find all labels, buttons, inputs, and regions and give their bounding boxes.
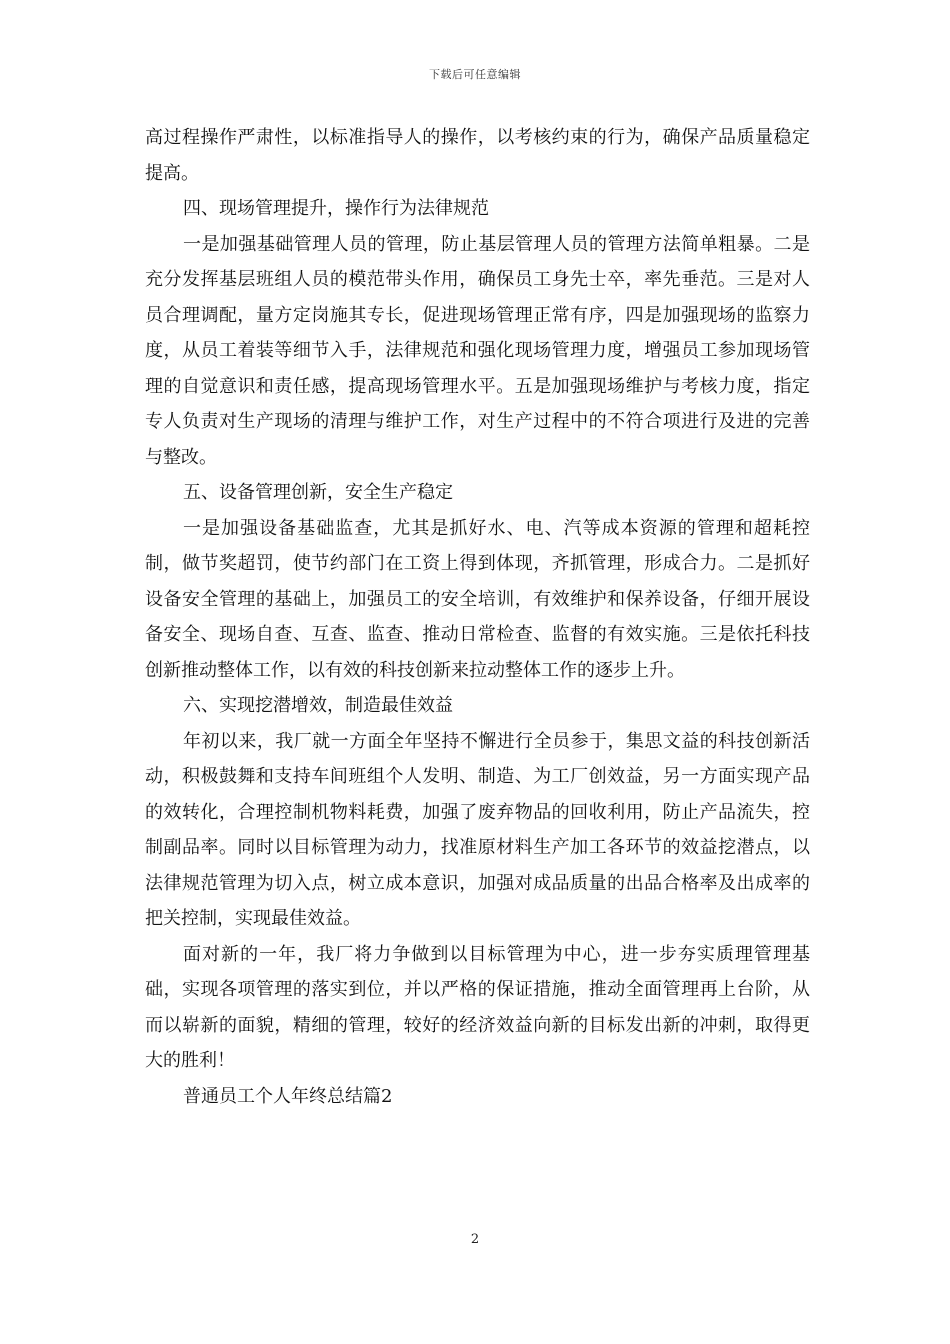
document-body	[145, 120, 810, 1114]
section-heading-4: 四、现场管理提升，操作行为法律规范	[183, 198, 489, 219]
section-heading-6: 六、实现挖潜增效，制造最佳效益	[183, 695, 453, 716]
paragraph-continuation: 高过程操作严肃性，以标准指导人的操作，以考核约束的行为，确保产品质量稳定提高。	[145, 127, 810, 184]
paragraph-site-management: 一是加强基础管理人员的管理，防止基层管理人员的管理方法简单粗暴。二是充分发挥基层班组人员的模范带头作用，确保员工身先士卒，率先垂范。三是对人员合理调配，量方定岗施其专长，促进现场管理正常有序，四是加强现场的监察力度，从员工着装等细节入手，法律规范和强化现场管理力度，增强员工参加现场管理的自觉意识和责任感，提高现场管理水平。五是加强现场维护与考核力度，指定专人负责对生产现场的清理与维护工作，对生产过程中的不符合项进行及进的完善与整改。	[145, 233, 810, 468]
paragraph-equipment-management: 一是加强设备基础监查，尤其是抓好水、电、汽等成本资源的管理和超耗控制，做节奖超罚，使节约部门在工资上得到体现，齐抓管理，形成合力。二是抓好设备安全管理的基础上，加强员工的安全培训，有效维护和保养设备，仔细开展设备安全、现场自查、互查、监查、推动日常检查、监督的有效实施。三是依托科技创新推动整体工作，以有效的科技创新来拉动整体工作的逐步上升。	[145, 517, 810, 681]
section-heading-5: 五、设备管理创新，安全生产稳定	[183, 482, 453, 503]
next-article-title: 普通员工个人年终总结篇2	[183, 1085, 393, 1107]
page-number: 2	[470, 1232, 480, 1247]
paragraph-new-year-outlook: 面对新的一年，我厂将力争做到以目标管理为中心，进一步夯实质理管理基础，实现各项管理的落实到位，并以严格的保证措施，推动全面管理再上台阶，从而以崭新的面貌，精细的管理，较好的经济效益向新的目标发出新的冲刺，取得更大的胜利！	[145, 943, 810, 1071]
page-header: 下载后可任意编辑	[429, 68, 521, 81]
paragraph-efficiency: 年初以来，我厂就一方面全年坚持不懈进行全员参于，集思文益的科技创新活动，积极鼓舞和支持车间班组个人发明、制造、为工厂创效益，另一方面实现产品的效转化，合理控制机物料耗费，加强了废弃物品的回收利用，防止产品流失，控制副品率。同时以目标管理为动力，找准原材料生产加工各环节的效益挖潜点，以法律规范管理为切入点，树立成本意识，加强对成品质量的出品合格率及出成率的把关控制，实现最佳效益。	[145, 730, 810, 929]
